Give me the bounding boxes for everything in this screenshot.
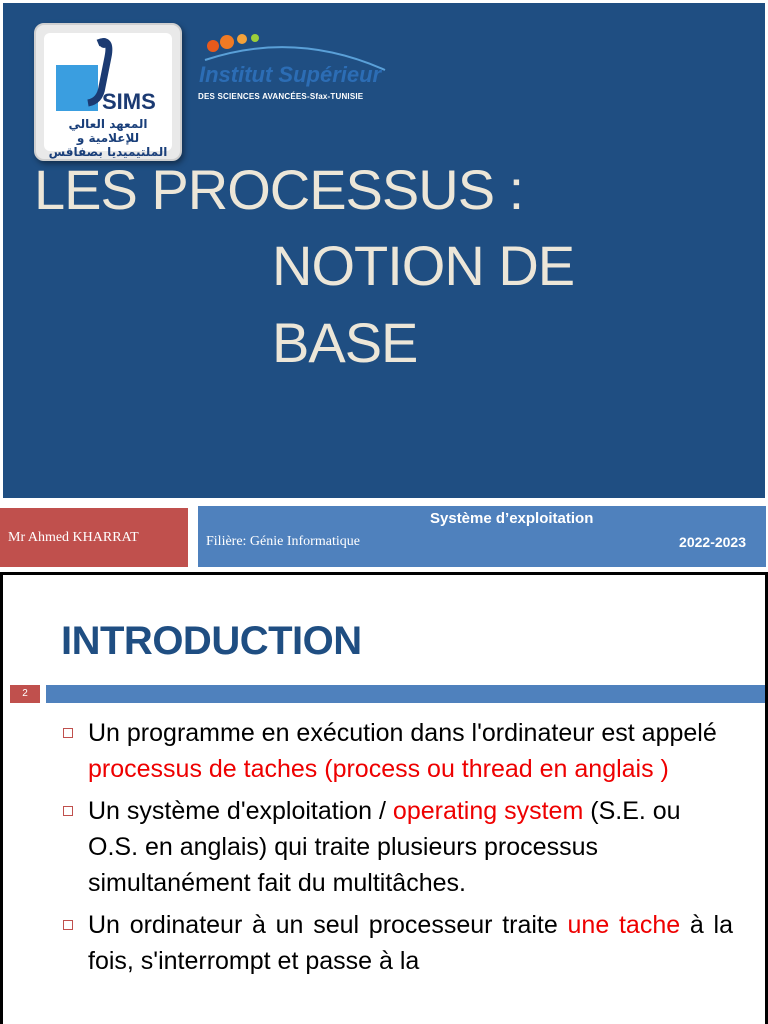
square-bullet-icon [63,920,73,930]
introduction-slide [3,575,765,1024]
academic-year: 2022-2023 [679,534,746,550]
slide-title-line-2: NOTION DE [272,234,575,297]
bullet-item [63,793,733,901]
bullet-list [63,715,733,985]
bullet-text: Un système d'exploitation / [88,797,393,825]
sims-logo [34,23,182,161]
slide-title-line-1: LES PROCESSUS : [34,158,524,221]
bullet-text: (S.E. ou O.S. en anglais) qui traite plusieurs processus simultanément fait du multitâches. [88,797,681,897]
course-info-box [198,506,766,567]
sims-logo-panel [44,33,172,159]
sims-logo-arabic-text: المعهد العالي للإعلامية و الملتيميديا بصفاقس [48,117,168,159]
author-name: Mr Ahmed KHARRAT [8,530,139,545]
sims-logo-text: SIMS [102,89,156,114]
filiere-label: Filière: Génie Informatique [206,534,360,549]
square-bullet-icon [63,728,73,738]
bullet-text: Un ordinateur à un seul processeur traite [88,911,568,939]
bullet-text: à la fois, s'interrompt et passe à la [88,911,733,975]
course-name: Système d’exploitation [430,510,594,527]
bullet-highlight: operating system [392,797,584,825]
slide-title: INTRODUCTION [61,619,362,663]
slide-title-line-3: BASE [272,311,418,374]
title-divider-bar [46,685,765,703]
bullet-highlight: processus de taches (process ou thread en anglais ) [88,755,669,783]
svg-text:Institut Supérieur: Institut Supérieur [199,62,382,87]
isims-logo-subtitle: DES SCIENCES AVANCÉES-Sfax-TUNISIE [198,92,364,101]
bullet-highlight: une tache [567,911,681,939]
slide-number: 2 [10,685,40,703]
bullet-text: Un programme en exécution dans l'ordinateur est appelé [88,719,717,747]
square-bullet-icon [63,806,73,816]
bullet-item [63,715,733,787]
bullet-item [63,907,733,979]
author-box [0,508,188,567]
